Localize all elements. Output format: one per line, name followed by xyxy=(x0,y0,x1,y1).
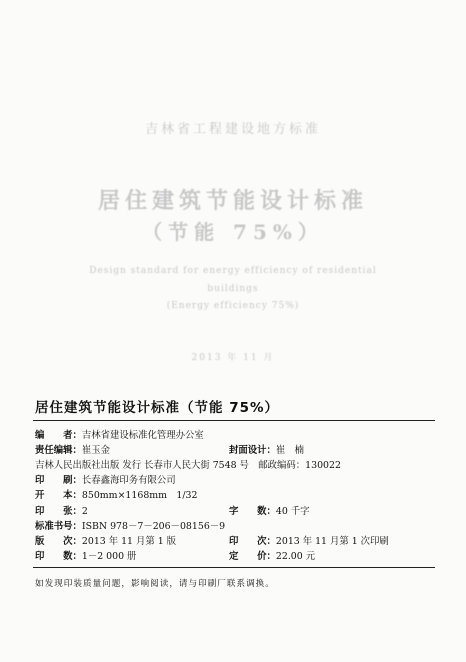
price-label: 定 价： xyxy=(229,551,276,562)
editor-line xyxy=(35,430,204,442)
words-line xyxy=(229,506,310,518)
isbn-value: ISBN 978－7－206－08156－9 xyxy=(81,521,226,532)
publisher-line: 吉林人民出版社出版 发行 长春市人民大街 7548 号 邮政编码：130022 xyxy=(35,460,341,471)
editor-in-charge-label: 责任编辑： xyxy=(35,445,82,456)
format-label: 开 本： xyxy=(35,490,82,501)
isbn-label: 标准书号： xyxy=(35,521,82,532)
cover-design-label: 封面设计： xyxy=(229,445,276,456)
ghost-date-line: 2013 年 11 月 xyxy=(191,353,275,363)
book-title: 居住建筑节能设计标准（节能 75%） xyxy=(35,400,280,416)
cover-design-value: 崔 楠 xyxy=(275,445,305,456)
edition-label: 版 次： xyxy=(35,536,82,547)
ghost-english-line1: Design standard for energy efficiency of residential xyxy=(89,266,377,276)
sheets-value: 2 xyxy=(81,506,88,517)
ghost-english-line2: buildings xyxy=(207,284,259,294)
copies-label: 印 数： xyxy=(35,551,82,562)
price-line xyxy=(229,551,315,563)
editor-in-charge-line xyxy=(35,445,110,457)
ghost-series-text: 吉林省工程建设地方标准 xyxy=(144,122,321,137)
printing-line xyxy=(229,536,389,548)
words-value: 40 千字 xyxy=(275,506,310,517)
sheets-line xyxy=(35,506,88,518)
edition-line xyxy=(35,536,176,548)
editor-value: 吉林省建设标准化管理办公室 xyxy=(81,430,204,441)
printing-value: 2013 年 11 月第 1 次印刷 xyxy=(275,536,389,547)
bottom-divider xyxy=(33,567,435,568)
price-value: 22.00 元 xyxy=(275,551,316,562)
top-divider xyxy=(33,420,435,421)
ghost-title-line2: （节能 75%） xyxy=(142,220,324,244)
editor-in-charge-value: 崔玉金 xyxy=(81,445,111,456)
editor-label: 编 者： xyxy=(35,430,82,441)
words-label: 字 数： xyxy=(229,506,276,517)
isbn-line xyxy=(35,521,225,533)
cover-design-line xyxy=(229,445,304,457)
ghost-title-line1: 居住建筑节能设计标准 xyxy=(97,188,368,214)
printer-label: 印 刷： xyxy=(35,475,82,486)
sheets-label: 印 张： xyxy=(35,506,82,517)
quality-notice: 如发现印装质量问题，影响阅读，请与印刷厂联系调换。 xyxy=(35,579,275,589)
copies-value: 1－2 000 册 xyxy=(81,551,137,562)
ghost-english-line3: (Energy efficiency 75%) xyxy=(166,301,300,311)
printer-value: 长春鑫海印务有限公司 xyxy=(81,475,176,486)
format-line xyxy=(35,490,198,502)
format-value: 850mm×1168mm 1/32 xyxy=(81,490,198,501)
printer-line xyxy=(35,475,176,487)
copies-line xyxy=(35,551,136,563)
edition-value: 2013 年 11 月第 1 版 xyxy=(81,536,177,547)
printing-label: 印 次： xyxy=(229,536,276,547)
